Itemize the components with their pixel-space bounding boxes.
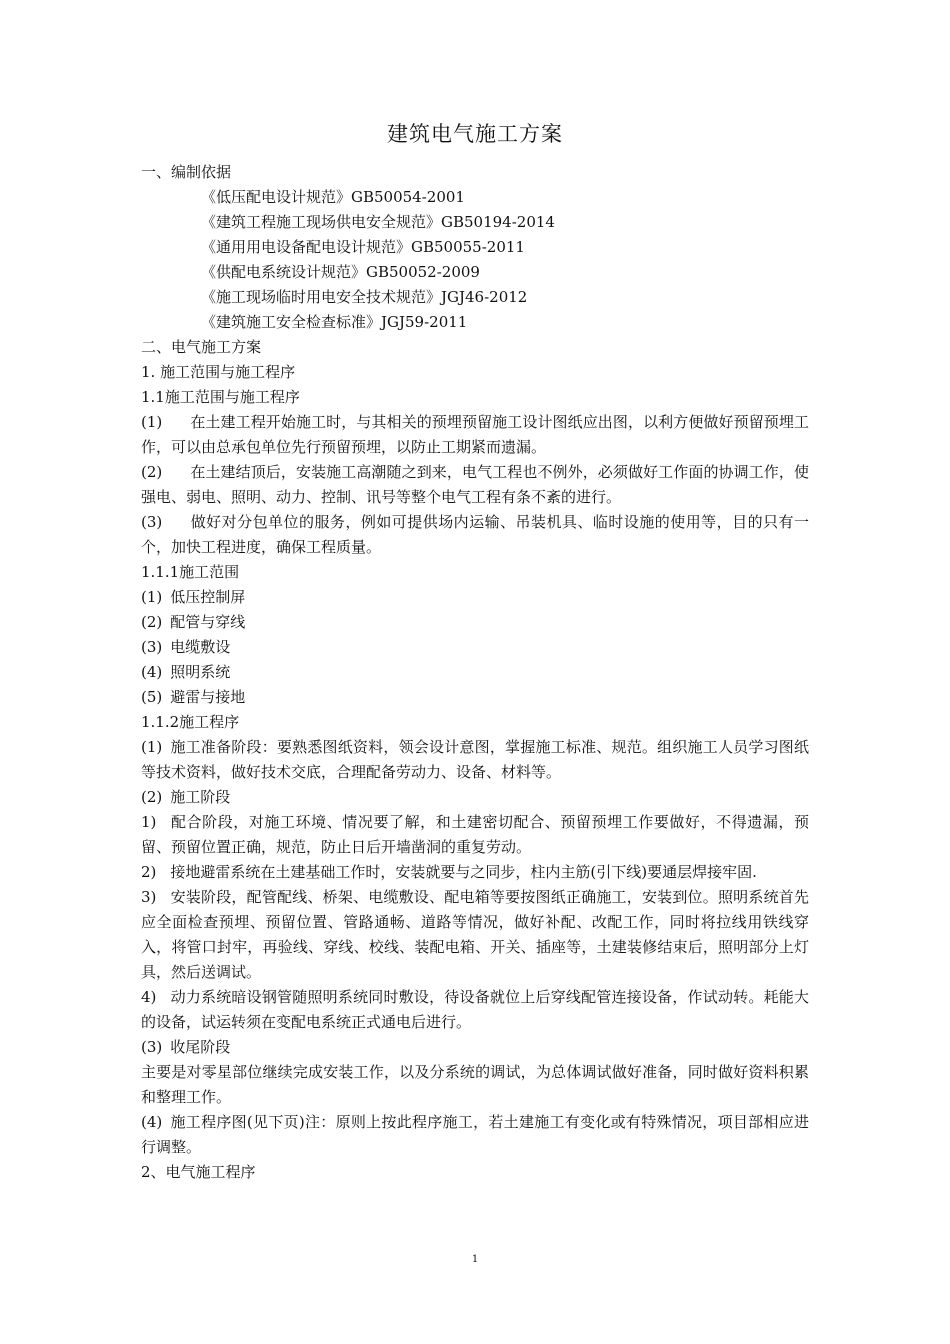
item-text: 施工准备阶段：要熟悉图纸资料，领会设计意图，掌握施工标准、规范。组织施工人员学习图纸等技术资料，做好技术交底，合理配备劳动力、设备、材料等。 <box>141 738 809 781</box>
item-number: (3) <box>141 638 163 656</box>
reference-item: 《建筑工程施工现场供电安全规范》GB50194-2014 <box>201 213 555 231</box>
reference-item: 《通用用电设备配电设计规范》GB50055-2011 <box>201 238 525 256</box>
list-item <box>141 685 809 710</box>
document-title: 建筑电气施工方案 <box>387 122 563 146</box>
item-text: 在土建工程开始施工时，与其相关的预埋预留施工设计图纸应出图，以利方便做好预留预埋工作，可以由总承包单位先行预留预埋，以防止工期紧而遗漏。 <box>141 413 809 456</box>
item-number: (5) <box>141 688 163 706</box>
item-number: 1) <box>141 813 157 831</box>
paragraph <box>141 735 809 785</box>
paragraph <box>141 885 809 985</box>
paragraph <box>141 410 809 460</box>
item-text: 安装阶段，配管配线、桥架、电缆敷设、配电箱等要按图纸正确施工，安装到位。照明系统首先应全面检查预埋、预留位置、管路通畅、道路等情况，做好补配、改配工作，同时将拉线用铁线穿入，将管口封牢，再验线、穿线、校线、装配电箱、开关、插座等，土建装修结束后，照明部分上灯具，然后送调试。 <box>141 888 809 981</box>
item-number: (2) <box>141 788 163 806</box>
item-text: 施工程序图(见下页)注：原则上按此程序施工，若土建施工有变化或有特殊情况，项目部相应进行调整。 <box>141 1113 809 1156</box>
item-text: 电缆敷设 <box>170 638 231 656</box>
subsection-heading: 1.1施工范围与施工程序 <box>141 388 300 406</box>
reference-item: 《建筑施工安全检查标准》JGJ59-2011 <box>201 313 468 331</box>
subsection-heading: 1.1.2施工程序 <box>141 713 240 731</box>
section-heading: 一、编制依据 <box>141 163 232 181</box>
list-item <box>141 610 809 635</box>
item-text: 低压控制屏 <box>170 588 246 606</box>
item-text: 照明系统 <box>170 663 231 681</box>
item-number: (2) <box>141 463 163 481</box>
item-text: 收尾阶段 <box>170 1038 231 1056</box>
reference-item: 《供配电系统设计规范》GB50052-2009 <box>201 263 480 281</box>
subsection-heading: 2、电气施工程序 <box>141 1163 256 1181</box>
item-number: (4) <box>141 663 163 681</box>
item-number: (4) <box>141 1113 163 1131</box>
paragraph <box>141 860 809 885</box>
list-item <box>141 1035 809 1060</box>
item-number: 3) <box>141 888 157 906</box>
item-number: (3) <box>141 513 163 531</box>
list-item <box>141 635 809 660</box>
item-number: (1) <box>141 588 163 606</box>
subsection-heading: 1.1.1施工范围 <box>141 563 240 581</box>
paragraph <box>141 510 809 560</box>
paragraph <box>141 460 809 510</box>
item-text: 施工阶段 <box>170 788 231 806</box>
item-text: 配管与穿线 <box>170 613 246 631</box>
list-item <box>141 660 809 685</box>
list-item <box>141 585 809 610</box>
reference-item: 《施工现场临时用电安全技术规范》JGJ46-2012 <box>201 288 528 306</box>
item-number: (1) <box>141 413 163 431</box>
item-number: (1) <box>141 738 163 756</box>
reference-item: 《低压配电设计规范》GB50054-2001 <box>201 188 465 206</box>
item-text: 接地避雷系统在土建基础工作时，安装就要与之同步，柱内主筋(引下线)要通层焊接牢固. <box>170 863 757 881</box>
paragraph <box>141 810 809 860</box>
paragraph <box>141 985 809 1035</box>
item-number: (3) <box>141 1038 163 1056</box>
paragraph <box>141 1110 809 1160</box>
item-number: 4) <box>141 988 157 1006</box>
item-number: 2) <box>141 863 157 881</box>
item-text: 做好对分包单位的服务，例如可提供场内运输、吊装机具、临时设施的使用等，目的只有一个，加快工程进度，确保工程质量。 <box>141 513 809 556</box>
item-text: 配合阶段，对施工环境、情况要了解，和土建密切配合、预留预埋工作要做好，不得遗漏，预留、预留位置正确，规范，防止日后开墙凿洞的重复劳动。 <box>141 813 809 856</box>
list-item <box>141 785 809 810</box>
section-heading: 二、电气施工方案 <box>141 338 262 356</box>
document-body <box>141 160 809 1185</box>
item-text: 动力系统暗设钢管随照明系统同时敷设，待设备就位上后穿线配管连接设备，作试动转。耗能大的设备，试运转须在变配电系统正式通电后进行。 <box>141 988 809 1031</box>
item-text: 避雷与接地 <box>170 688 246 706</box>
item-text: 在土建结顶后，安装施工高潮随之到来，电气工程也不例外，必须做好工作面的协调工作，使强电、弱电、照明、动力、控制、讯号等整个电气工程有条不紊的进行。 <box>141 463 809 506</box>
item-number: (2) <box>141 613 163 631</box>
subsection-heading: 1. 施工范围与施工程序 <box>141 363 296 381</box>
page-number: 1 <box>471 1254 479 1265</box>
paragraph: 主要是对零星部位继续完成安装工作，以及分系统的调试，为总体调试做好准备，同时做好资料积累和整理工作。 <box>141 1063 809 1106</box>
